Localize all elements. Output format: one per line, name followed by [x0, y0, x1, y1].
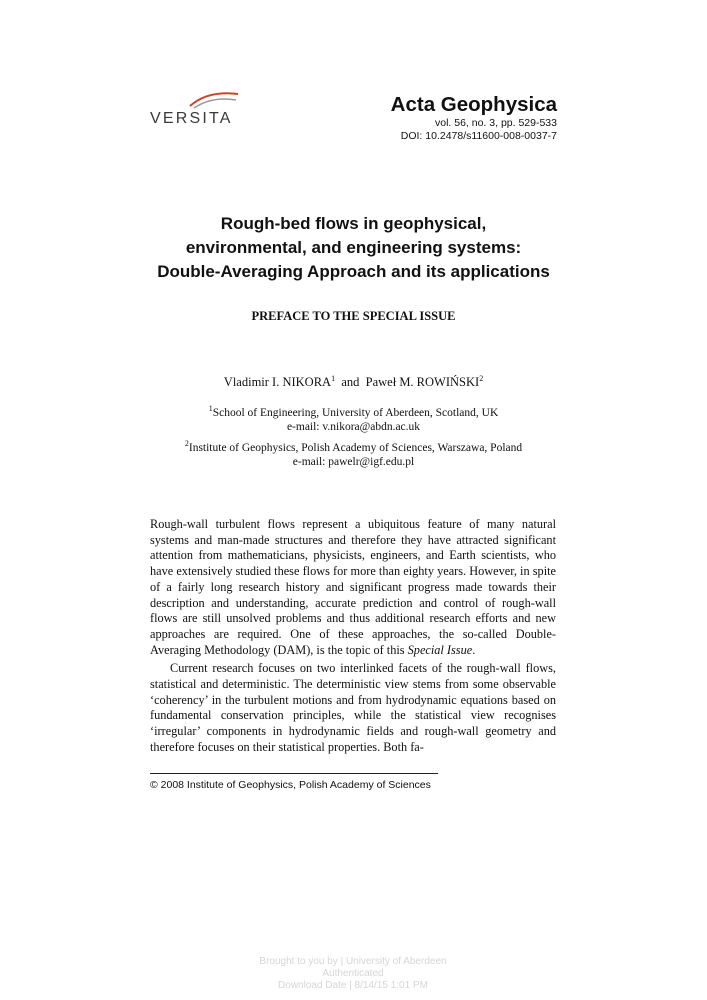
affiliation-text: Institute of Geophysics, Polish Academy of Sciences, Warszawa, Poland — [188, 442, 523, 454]
title-line: environmental, and engineering systems: — [185, 238, 522, 257]
emphasized-text: Special Issue — [407, 642, 473, 657]
affiliation-mark: 1 — [208, 404, 213, 413]
author-separator: and — [341, 375, 360, 389]
article-body — [150, 517, 556, 759]
affiliation-mark: 2 — [184, 439, 189, 448]
download-watermark — [150, 956, 556, 992]
affiliation-email: e-mail: v.nikora@abdn.ac.uk — [286, 420, 421, 433]
journal-doi: DOI: 10.2478/s11600-008-0037-7 — [400, 129, 557, 142]
author-affiliation-mark: 1 — [331, 374, 336, 383]
logo-text: VERSITA — [150, 110, 233, 127]
copyright-notice: © 2008 Institute of Geophysics, Polish Academy of Sciences — [150, 779, 431, 791]
footnote-rule — [150, 773, 438, 774]
body-paragraph — [150, 517, 556, 658]
journal-volume: vol. 56, no. 3, pp. 529-533 — [434, 117, 557, 129]
title-line: Rough-bed flows in geophysical, — [220, 214, 487, 233]
affiliation-email: e-mail: pawelr@igf.edu.pl — [292, 455, 415, 468]
affiliation-2 — [100, 437, 607, 469]
logo-swoosh-icon — [188, 88, 240, 110]
affiliation-text: School of Engineering, University of Aberdeen, Scotland, UK — [212, 407, 499, 419]
author-list — [100, 374, 607, 390]
body-paragraph: Current research focuses on two interlinked facets of the rough-wall flows, statistical and deterministic. The deterministic view stems from some observable ‘coherency’ in the turbulent motions and from hydrodynamic equations based on fundamental conservation principles, while the statistical view recognises ‘irregular’ components in hydrodynamic fields and rough-wall geometry and therefore focuses on their statistical properties. Both fa- — [150, 661, 556, 754]
watermark-line: Authenticated — [322, 968, 384, 979]
watermark-line: Brought to you by | University of Aberdeen — [259, 956, 447, 967]
article-title — [100, 212, 607, 284]
paragraph-end: . — [472, 642, 476, 657]
paragraph-text: Rough-wall turbulent flows represent a ubiquitous feature of many natural systems and man-made structures and therefore they have attracted significant attention from mathematicians, physicists, engineers, and Earth scientists, who have extensively studied these flows for more than eighty years. However, in spite of a fairly long research history and significant progress made towards their description and understanding, accurate prediction and control of rough-wall flows are still unsolved problems and thus additional research efforts and new approaches are required. One of these approaches, the so-called Double-Averaging Methodology (DAM), is the topic of this — [150, 517, 556, 657]
title-line: Double-Averaging Approach and its applications — [157, 262, 550, 281]
author-name: Vladimir I. NIKORA — [223, 375, 332, 389]
article-subtitle: PREFACE TO THE SPECIAL ISSUE — [251, 309, 456, 323]
journal-title: Acta Geophysica — [390, 93, 557, 116]
watermark-line: Download Date | 8/14/15 1:01 PM — [278, 980, 428, 991]
author-affiliation-mark: 2 — [479, 374, 484, 383]
versita-logo — [150, 88, 240, 133]
journal-header — [391, 93, 557, 142]
author-name: Paweł M. ROWIŃSKI — [365, 375, 480, 389]
affiliation-1 — [100, 402, 607, 434]
